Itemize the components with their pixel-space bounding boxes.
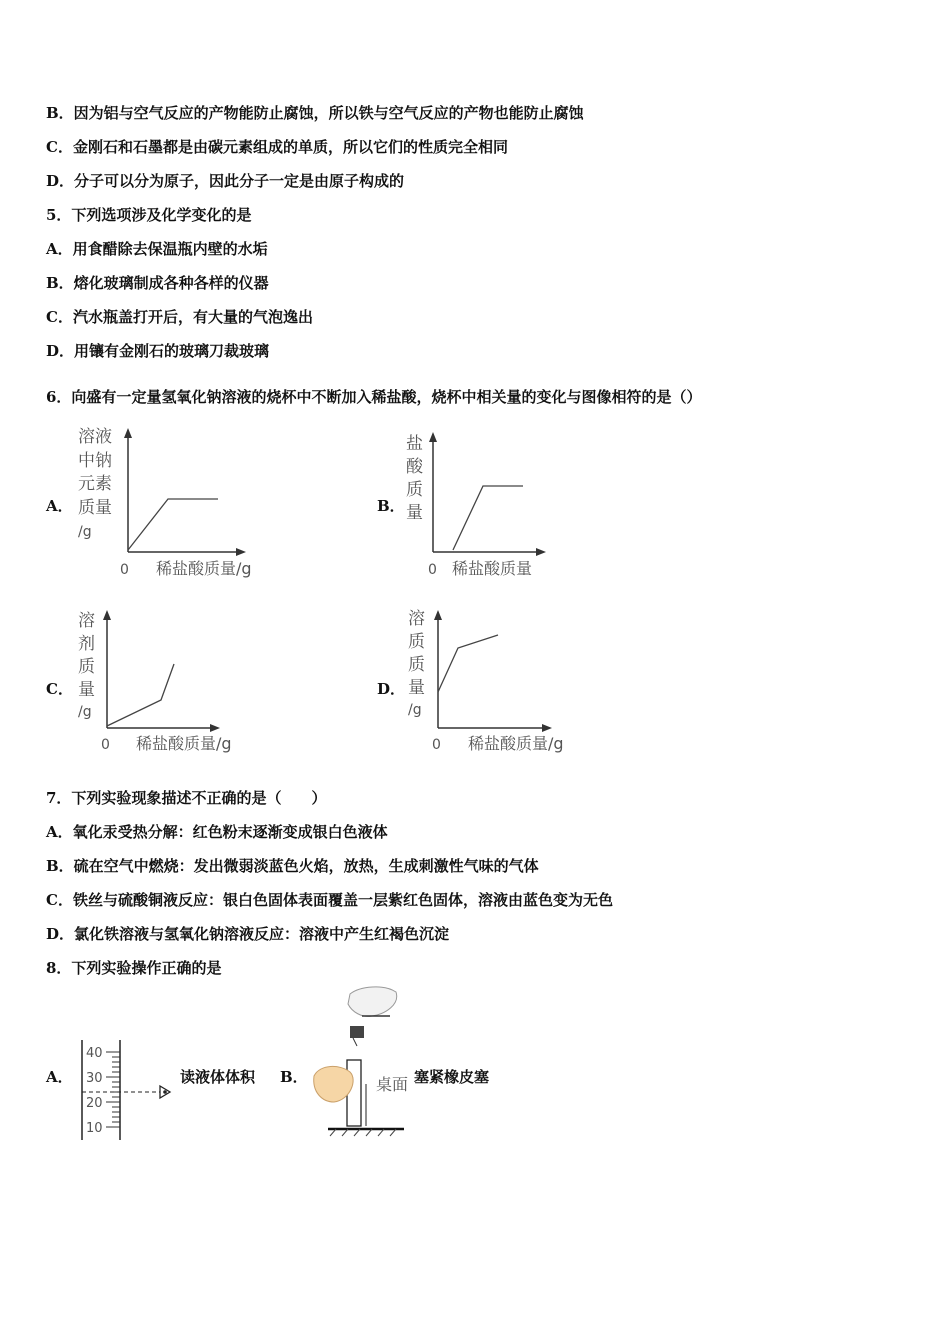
q8-stopper-figure (306, 984, 416, 1140)
q4-option-b: B．因为铝与空气反应的产物能防止腐蚀，所以铁与空气反应的产物也能防止腐蚀 (46, 104, 584, 122)
q6-graph-c (70, 604, 250, 764)
q7-option-d: D．氯化铁溶液与氢氧化钠溶液反应：溶液中产生红褐色沉淀 (46, 925, 450, 943)
q6-graph-a-ylabel-2: 元素 (78, 474, 112, 494)
q7-stem: 7．下列实验现象描述不正确的是（ ） (46, 789, 327, 807)
q5-option-d: D．用镶有金刚石的玻璃刀裁玻璃 (46, 342, 270, 360)
q6-graph-d-origin: 0 (432, 737, 441, 753)
q8-a-caption: 读液体体积 (180, 1068, 256, 1086)
q6-graph-b-curve (453, 486, 523, 550)
q6-label-d: D． (377, 680, 406, 698)
q6-graph-a (70, 422, 270, 582)
q6-graph-b (400, 422, 560, 582)
q6-graph-a-xlabel: 稀盐酸质量/g (156, 559, 252, 578)
q6-graph-b-xlabel: 稀盐酸质量 (452, 559, 533, 578)
q5-option-b: B．熔化玻璃制成各种各样的仪器 (46, 274, 269, 292)
q6-graph-b-ylabel-2: 质 (406, 480, 423, 500)
q6-graph-a-ylabel-0: 溶液 (78, 427, 112, 447)
q8-label-a: A． (46, 1068, 73, 1086)
cylinder-tick-40: 40 (86, 1046, 103, 1061)
q6-graph-a-ylabel-3: 质量 (78, 498, 112, 518)
q6-graph-d-ylabel-1: 质 (408, 632, 425, 652)
q5-stem: 5．下列选项涉及化学变化的是 (46, 206, 252, 224)
q6-graph-b-origin: 0 (428, 562, 437, 578)
q6-graph-c-xlabel: 稀盐酸质量/g (136, 734, 232, 753)
q7-option-c: C．铁丝与硫酸铜液反应：银白色固体表面覆盖一层紫红色固体，溶液由蓝色变为无色 (46, 891, 613, 909)
q6-graph-c-ylabel-1: 剂 (78, 634, 95, 654)
q6-graph-c-curve (107, 664, 174, 726)
q6-label-a: A． (46, 497, 73, 515)
q8-stem: 8．下列实验操作正确的是 (46, 959, 222, 977)
q6-graph-c-ylabel-4: /g (78, 704, 92, 720)
desk-label: 桌面 (376, 1075, 409, 1094)
q6-graph-d-ylabel-4: /g (408, 702, 422, 718)
q6-graph-c-ylabel-3: 量 (78, 680, 95, 700)
q4-option-d: D．分子可以分为原子，因此分子一定是由原子构成的 (46, 172, 405, 190)
q6-graph-d-curve (438, 635, 498, 692)
q6-graph-d-xlabel: 稀盐酸质量/g (468, 734, 564, 753)
cylinder-tick-10: 10 (86, 1121, 103, 1136)
q6-graph-c-ylabel-0: 溶 (78, 611, 95, 631)
q6-label-b: B． (377, 497, 405, 515)
cylinder-tick-30: 30 (86, 1071, 103, 1086)
q6-graph-d (400, 604, 580, 764)
q6-graph-a-ylabel-4: /g (78, 524, 92, 540)
q6-graph-c-origin: 0 (101, 737, 110, 753)
q8-graduated-cylinder-figure (76, 1036, 180, 1142)
q6-graph-b-ylabel-1: 酸 (406, 457, 423, 477)
q8-b-caption: 塞紧橡皮塞 (414, 1068, 490, 1086)
q6-stem: 6．向盛有一定量氢氧化钠溶液的烧杯中不断加入稀盐酸，烧杯中相关量的变化与图像相符的是（） (46, 388, 702, 406)
q6-graph-d-ylabel-0: 溶 (408, 609, 425, 629)
cylinder-tick-20: 20 (86, 1096, 103, 1111)
q4-option-c: C．金刚石和石墨都是由碳元素组成的单质，所以它们的性质完全相同 (46, 138, 508, 156)
q6-graph-a-curve (128, 499, 218, 550)
q6-graph-d-ylabel-2: 质 (408, 655, 425, 675)
q6-graph-c-ylabel-2: 质 (78, 657, 95, 677)
q6-graph-a-origin: 0 (120, 562, 129, 578)
q6-graph-a-ylabel-1: 中钠 (78, 451, 112, 471)
q6-graph-d-ylabel-3: 量 (408, 678, 425, 698)
q5-option-c: C．汽水瓶盖打开后，有大量的气泡逸出 (46, 308, 313, 326)
q6-graph-b-ylabel-0: 盐 (406, 434, 423, 454)
q7-option-a: A．氧化汞受热分解：红色粉末逐渐变成银白色液体 (46, 823, 388, 841)
q5-option-a: A．用食醋除去保温瓶内壁的水垢 (46, 240, 268, 258)
q6-label-c: C． (46, 680, 73, 698)
q8-label-b: B． (280, 1068, 308, 1086)
q6-graph-b-ylabel-3: 量 (406, 503, 423, 523)
rubber-stopper-icon (350, 1026, 364, 1038)
upper-hand-icon (348, 987, 397, 1016)
q7-option-b: B．硫在空气中燃烧：发出微弱淡蓝色火焰，放热，生成刺激性气味的气体 (46, 857, 539, 875)
